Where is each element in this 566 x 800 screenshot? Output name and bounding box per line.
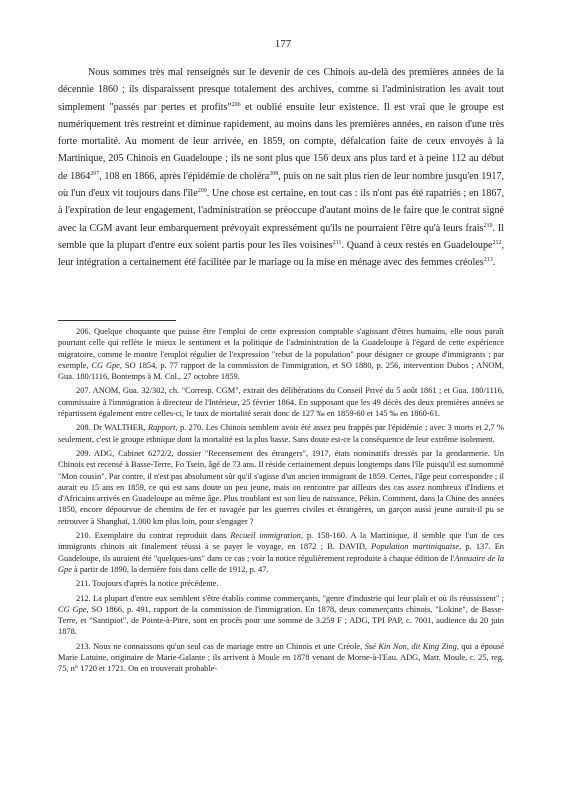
body-paragraph [58,64,504,272]
footnote [58,326,504,382]
text-run: , qui a épousé Marie Latuine, originaire de Marie-Galante ; ils arrivent à Moule en 1878 venant de Morne-à-l'Eau. ADG, Matr. Moule, c. 25, reg. 75, n° 1720 et 1721. On en trouverait probable- [58,641,505,674]
text-run: Nous sommes très mal renseignés sur le devenir de ces Chinois au-delà des premières années de la décennie 1860 ; ils disparaissent presque totalement des archives, comme si l'administration les avait tout simplement "passés par pertes et profits" [58,67,504,113]
text-run: 210. Exemplaire du contrat reproduit dans [76,531,231,541]
text-run: , p. 158-160. A la Martinique, il semble que l'un de ces immigrants chinois ait finalement réussi à se payer le voyage, en 1872 ; B. DAVID, [58,531,504,552]
text-run: 212. La plupart d'entre eux semblent s'être établis comme commerçants, "genre d'industrie qui leur plaît et où ils réussissent" ; [76,593,504,603]
text-run: , 108 en 1866, après l'épidémie de choléra [99,170,270,182]
footnote-separator [58,320,176,321]
footnote [58,593,504,638]
footnote-reference: 207 [90,170,100,177]
footnote [58,448,504,527]
footnote [58,422,504,445]
italic-text: Annuaire de la Gpe [58,553,505,574]
text-run: , p. 270. Les Chinois semblent avoir été assez peu frappés par l'épidémie ; avec 3 morts et 2,7 % seulement, c'est le groupe ethnique dont la mortalité est la plus basse. Sans doute est-ce la conséquence de leur extrême isolement. [58,423,505,444]
footnote [58,641,504,675]
text-run: . Quand à ceux restés en Guadeloupe [341,239,493,251]
text-run: 213. Nous ne connaissons qu'un seul cas de mariage entre un Chinois et une Créole, [76,641,365,651]
italic-text: CG Gpe [91,360,120,370]
text-run: . Il semble que la plupart d'entre eux soient partis pour les îles voisines [58,222,504,251]
text-run: 208. Dr WALTHER, [76,423,148,433]
footnote [58,385,504,419]
text-run: 206. Quelque choquante que puisse être l'emploi de cette expression comptable s'agissant d'êtres humains, elle nous paraît pourtant celle qui reflète le mieux le sentiment et la politique de l'administration de la Guadeloupe à l'égard de cette expérience migratoire, comme le montre l'emploi régulier de l'expression "rebut de la population" pour désigner ce groupe d'immigrants ; par exemple, [58,327,504,370]
text-run: . [492,257,496,269]
text-run: , leur intégration a certainement été facilitée par le mariage ou la mise en ménage avec des femmes créoles [58,239,505,269]
main-text [58,64,504,272]
text-run: 207. ANOM, Gua. 32/302, ch. "Corresp. CGM", extrait des délibérations du Conseil Privé du 5 août 1861 ; et Gua. 180/1116, commissaire à l'immigration à directeur de l'Intérieur, 25 février 1864. En supposant que les 49 décès des deux premières années se répartissent également entre celles-ci, le taux de mortalité serait donc de 127 ‰ en 1859-60 et 145 ‰ en 1860-61. [58,386,504,419]
text-run: à partir de 1890, la dernière fois dans celle de 1912, p. 47. [71,564,269,574]
footnote-reference: 211 [332,239,342,246]
page-number: 177 [274,38,292,50]
footnotes [58,326,504,675]
footnote [58,530,504,575]
text-run: , SO 1866, p. 491, rapport de la commission de l'immigration. En 1878, deux commerçants chinois, "Lokine", de Basse-Terre, et "Santipiot", de Pointe-à-Pitre, sont en procès pour une somme de 3.259 F ; ADG, TPI PAP, c. 7001, audience du 20 juin 1878. [58,604,504,637]
italic-text: CG Gpe [58,604,87,614]
footnote-reference: 213 [483,257,493,264]
italic-text: Population martiniquaise [371,542,460,552]
footnote-reference: 208 [269,170,279,177]
italic-text: Recueil immigration [230,531,301,541]
text-run: 211. Toujours d'après la notice précédente. [76,579,219,589]
text-run: , SO 1854, p. 77 rapport de la commission de l'immigration, et SO 1880, p. 256, intervention Dubos ; ANOM, Gua. 180/1116, Bontemps à M. Col., 27 octobre 1859. [58,360,504,382]
text-run: , p. 137. En Guadeloupe, ils auraient été "quelques-uns" dans ce cas ; voir la notice régulièrement reproduite à chaque édition de l' [58,542,504,563]
italic-text: Rapport [147,423,176,433]
footnote-reference: 212 [492,239,502,246]
footnote-reference: 206 [231,101,241,108]
text-run: , puis on ne sait plus rien de leur nombre jusqu'en 1917, où l'un d'eux vit toujours dans l'île [58,170,504,200]
text-run: . Une chose est certaine, en tout cas : ils n'ont pas été rapatriés ; en 1867, à l'expiration de leur engagement, l'administration se préoccupe d'autant moins de le faire que le contrat signé avec la CGM avant leur embarquement prévoyait expressément qu'ils ne pourraient l'être qu'à leurs frais [58,188,504,234]
footnote-reference: 209 [197,188,207,195]
text-run: 209. ADG, Cabinet 6272/2, dossier "Recensement des étrangers", 1917, états nominatifs dressés par la gendarmerie. Un Chinois est recensé à Basse-Terre, Fo Tsein, âgé de 73 ans. Il réside certainement depuis longtemps dans l'île puisqu'il est surnommé "Mon cousin". Par contre, il n'est pas absolument sûr qu'il s'agisse d'un ancien immigrant de 1859. Certes, l'âge peut correspondre ; il aurait eu 15 ans en 1859, ce qui est sans doute un peu jeune, mais on rencontre par ailleurs des cas assez nombreux d'Indiens et d'Africains arrivés en Guadeloupe au même âge. Plus troublant est son lieu de naissance, Pékin. Comment, dans la Chine des années 1850, encore dépourvue de chemins de fer et ravagée par les guerres civiles et étrangères, un garçon aussi jeune aurait-il pu se retrouver à Shanghaï, 1.000 km plus loin, pour s'engager ? [58,448,504,526]
text-run: et oublié ensuite leur existence. Il est vrai que le groupe est numériquement très restreint et diminue rapidement, au moins dans les premières années, en raison d'une très forte mortalité. Au moment de leur arrivée, en 1859, on compte, défalcation faite de ceux envoyés à la Martinique, 205 Chinois en Guadeloupe ; ils ne sont plus que 156 deux ans plus tard et à peine 112 au début de 1864 [58,101,505,182]
italic-text: Ssé Kin Non, dit King Zing [364,641,457,651]
footnote [58,578,504,589]
footnote-reference: 210 [483,222,493,229]
